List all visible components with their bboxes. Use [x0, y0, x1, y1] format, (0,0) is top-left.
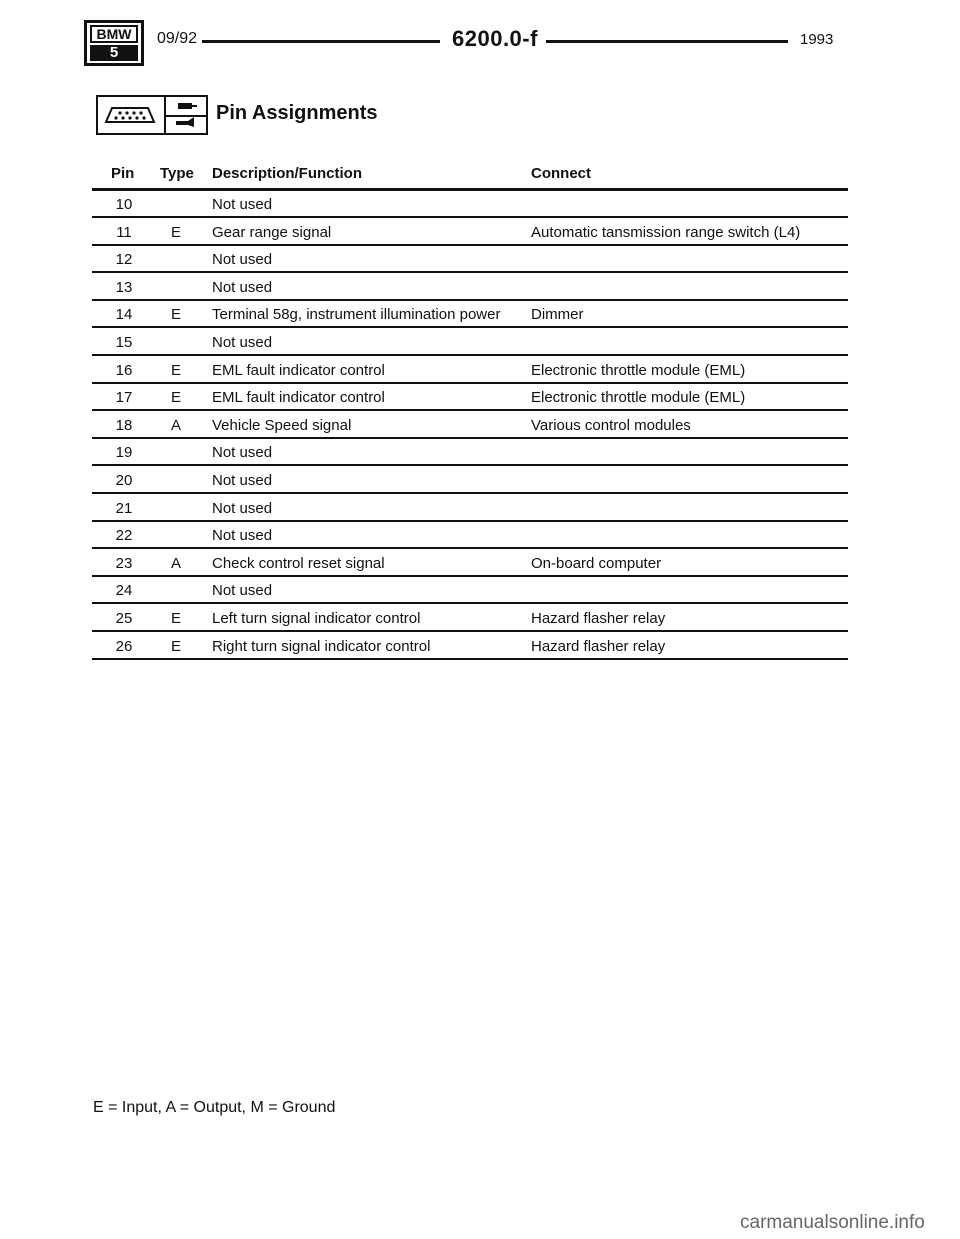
logo-series-number: 5 [90, 45, 138, 61]
table-row [92, 633, 848, 660]
description-cell: Not used [212, 444, 273, 462]
row-divider [92, 658, 848, 660]
pin-cell: 24 [115, 582, 133, 600]
description-cell: EML fault indicator control [212, 389, 385, 407]
connect-cell: Dimmer [531, 306, 584, 324]
description-cell: Gear range signal [212, 223, 332, 241]
pin-cell: 20 [115, 472, 133, 489]
pin-cell: 21 [115, 499, 133, 517]
connect-cell: On-board computer [531, 554, 662, 572]
connect-cell: Hazard flasher relay [531, 610, 666, 627]
table-row [92, 495, 848, 522]
pin-cell: 26 [115, 637, 133, 655]
pin-cell: 23 [115, 554, 133, 572]
description-cell: Not used [212, 582, 273, 600]
table-row [92, 412, 848, 439]
column-header-connect: Connect [531, 165, 591, 182]
section-title: Pin Assignments [216, 102, 378, 124]
description-cell: EML fault indicator control [212, 361, 385, 379]
watermark-footer: carmanualsonline.info [740, 1212, 925, 1233]
type-cell: A [170, 416, 181, 434]
column-header-pin: Pin [111, 165, 135, 182]
header-rule-left [202, 40, 440, 43]
table-row [92, 329, 848, 356]
logo-bmw-text: BMW [90, 25, 138, 43]
connect-cell: Automatic tansmission range switch (L4) [531, 223, 801, 241]
description-cell: Not used [212, 499, 273, 517]
table-row [92, 577, 848, 604]
table-row [92, 384, 848, 411]
type-cell: E [170, 610, 181, 627]
description-cell: Not used [212, 251, 273, 269]
type-cell: A [170, 554, 181, 572]
table-row [92, 274, 848, 301]
description-cell: Not used [212, 527, 273, 545]
description-cell: Right turn signal indicator control [212, 637, 431, 655]
table-row [92, 246, 848, 273]
table-row [92, 219, 848, 246]
header-rule-right [546, 40, 788, 43]
description-cell: Not used [212, 278, 273, 296]
column-header-description: Description/Function [212, 165, 362, 182]
connect-cell: Electronic throttle module (EML) [531, 361, 746, 379]
table-row [92, 439, 848, 466]
table-row [92, 301, 848, 328]
type-cell: E [170, 361, 181, 379]
type-cell: E [170, 306, 181, 324]
table-row [92, 522, 848, 549]
pin-cell: 14 [115, 306, 133, 324]
type-legend: E = Input, A = Output, M = Ground [93, 1099, 336, 1116]
header-date: 09/92 [157, 30, 198, 47]
pin-cell: 18 [115, 416, 133, 434]
connector-pin-icon [96, 95, 208, 135]
connect-cell: Various control modules [531, 416, 691, 434]
pin-cell: 12 [115, 251, 133, 269]
header-year: 1993 [800, 31, 834, 48]
description-cell: Not used [212, 196, 273, 213]
description-cell: Left turn signal indicator control [212, 610, 421, 627]
pin-cell: 10 [115, 196, 133, 213]
description-cell: Terminal 58g, instrument illumination power [212, 306, 501, 324]
bmw-5-series-logo [84, 20, 144, 66]
connect-cell: Electronic throttle module (EML) [531, 389, 746, 407]
type-cell: E [170, 223, 181, 241]
description-cell: Vehicle Speed signal [212, 416, 352, 434]
pin-cell: 25 [115, 610, 133, 627]
table-row [92, 605, 848, 632]
connect-cell: Hazard flasher relay [531, 637, 666, 655]
pin-cell: 11 [116, 223, 132, 241]
pin-cell: 15 [115, 334, 133, 351]
pin-cell: 16 [115, 361, 133, 379]
description-cell: Not used [212, 472, 273, 489]
pin-cell: 22 [115, 527, 133, 545]
table-row [92, 191, 848, 218]
table-row [92, 550, 848, 577]
description-cell: Not used [212, 334, 273, 351]
document-number: 6200.0-f [452, 26, 538, 51]
type-cell: E [170, 637, 181, 655]
table-row [92, 357, 848, 384]
pin-cell: 17 [115, 389, 133, 407]
pin-cell: 19 [115, 444, 133, 462]
column-header-type: Type [160, 165, 194, 182]
type-cell: E [170, 389, 181, 407]
description-cell: Check control reset signal [212, 554, 385, 572]
pin-cell: 13 [115, 278, 133, 296]
plug-icon [166, 97, 206, 133]
table-row [92, 467, 848, 494]
